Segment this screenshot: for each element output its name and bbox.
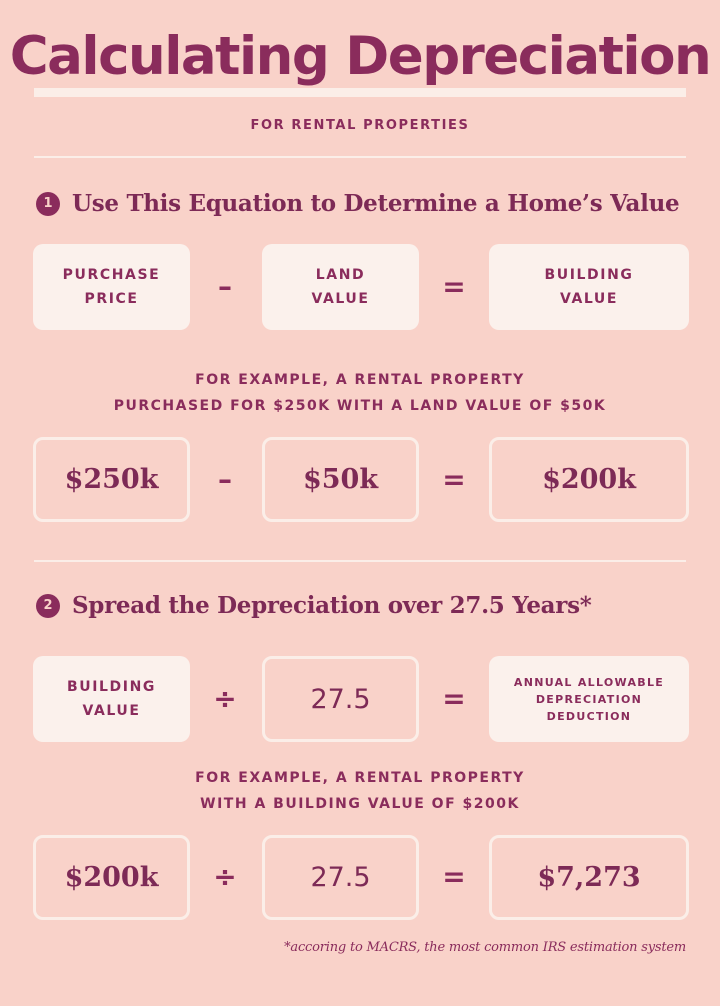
example-1-line-2: PURCHASED FOR $250K WITH A LAND VALUE OF $50K bbox=[113, 398, 607, 414]
building-value-box bbox=[489, 244, 689, 330]
building-value-label: BUILDING VALUE bbox=[66, 679, 156, 719]
example-purchase-value: $250k bbox=[64, 464, 159, 495]
page-subtitle: FOR RENTAL PROPERTIES bbox=[250, 118, 470, 133]
building-value-label: BUILDING VALUE bbox=[544, 267, 634, 307]
example-building-box bbox=[33, 835, 190, 920]
section-2-title: Spread the Depreciation over 27.5 Years* bbox=[72, 592, 592, 619]
example-deduction-value: $7,273 bbox=[537, 862, 641, 893]
example-years-box bbox=[262, 835, 419, 920]
divide-operator: ÷ bbox=[213, 860, 237, 893]
annual-deduction-box bbox=[489, 656, 689, 742]
divider-middle bbox=[34, 560, 686, 562]
equals-operator: = bbox=[442, 682, 466, 715]
minus-operator: – bbox=[218, 463, 232, 496]
example-building-value: $200k bbox=[64, 862, 159, 893]
step-2-badge: 2 bbox=[36, 594, 60, 618]
equals-operator: = bbox=[442, 463, 466, 496]
years-box bbox=[262, 656, 419, 742]
example-land-box bbox=[262, 437, 419, 522]
example-purchase-box bbox=[33, 437, 190, 522]
step-1-badge: 1 bbox=[36, 192, 60, 216]
example-2-line-1: FOR EXAMPLE, A RENTAL PROPERTY bbox=[195, 770, 525, 786]
equals-operator: = bbox=[442, 270, 466, 303]
example-land-value: $50k bbox=[302, 464, 379, 495]
purchase-price-box bbox=[33, 244, 190, 330]
example-years-value: 27.5 bbox=[310, 862, 371, 893]
section-1-title: Use This Equation to Determine a Home’s Value bbox=[72, 190, 680, 217]
example-1-line-1: FOR EXAMPLE, A RENTAL PROPERTY bbox=[195, 372, 525, 388]
section-1-heading bbox=[36, 190, 679, 217]
example-deduction-box bbox=[489, 835, 689, 920]
divide-operator: ÷ bbox=[213, 682, 237, 715]
example-building-box bbox=[489, 437, 689, 522]
annual-deduction-label: ANNUAL ALLOWABLE DEPRECIATION DEDUCTION bbox=[513, 675, 665, 723]
title-underline bbox=[34, 88, 686, 97]
purchase-price-label: PURCHASE PRICE bbox=[62, 267, 161, 307]
example-building-value: $200k bbox=[542, 464, 636, 495]
building-value-box bbox=[33, 656, 190, 742]
land-value-box bbox=[262, 244, 419, 330]
divider-top bbox=[34, 156, 686, 158]
years-value: 27.5 bbox=[310, 683, 371, 715]
page-title: Calculating Depreciation bbox=[9, 26, 711, 87]
footnote: *accoring to MACRS, the most common IRS estimation system bbox=[284, 940, 686, 955]
minus-operator: – bbox=[218, 270, 232, 303]
equals-operator: = bbox=[442, 860, 466, 893]
section-2-heading bbox=[36, 592, 591, 619]
land-value-label: LAND VALUE bbox=[311, 267, 370, 307]
example-2-line-2: WITH A BUILDING VALUE OF $200K bbox=[200, 796, 520, 812]
